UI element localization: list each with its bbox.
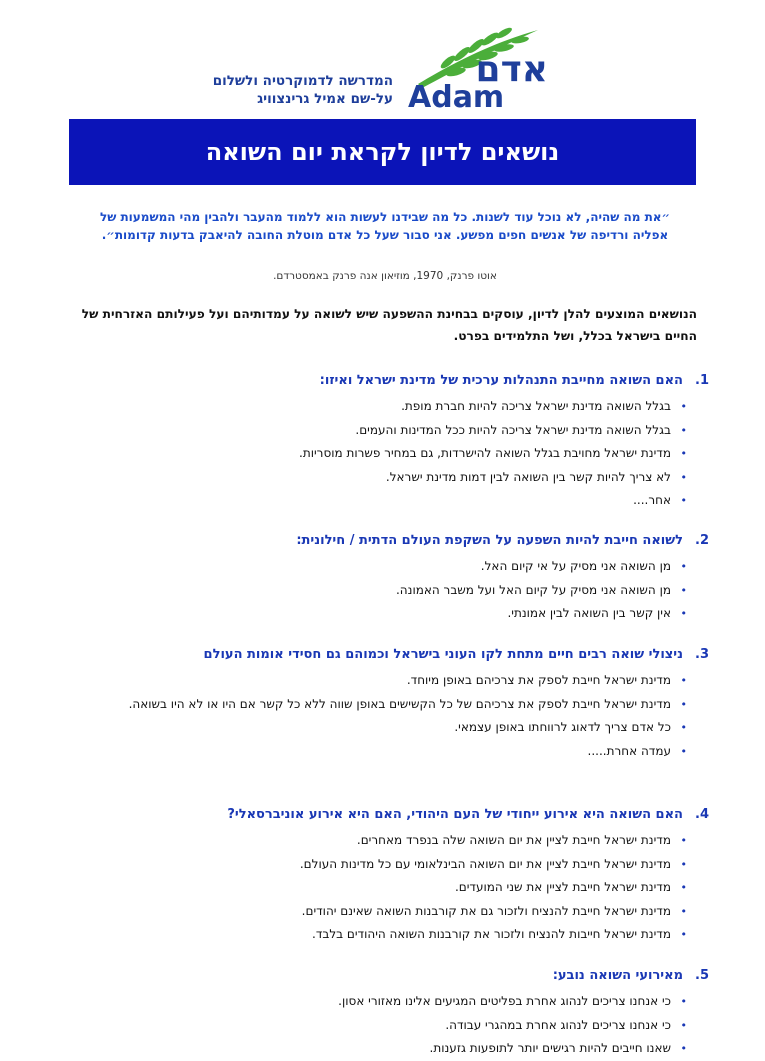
bullet-list [9, 829, 709, 947]
list-item: • אין קשר בין השואה לבין אמונתי. [9, 602, 687, 626]
list-item: • עמדה אחרת..... [9, 740, 687, 764]
section-3 [9, 645, 709, 763]
list-item: • מדינת ישראל חייבות להנציח ולזכור את קורבנות השואה היהודים בלבד. [9, 923, 687, 947]
school-name [213, 72, 393, 108]
list-item: • מדינת ישראל חייבת לציין את יום השואה שלה בנפרד מאחרים. [9, 829, 687, 853]
page-title: נושאים לדיון לקראת יום השואה [69, 119, 696, 185]
section-title: ניצולי שואה רבים חיים מתחת לקו העוני בישראל וכמוהם גם חסידי אומות העולם [203, 647, 683, 662]
section-number: 5. [695, 968, 709, 983]
section-title: האם השואה היא אירוע ייחודי של העם היהודי, האם היא אירוע אוניברסאלי? [227, 807, 683, 822]
list-item: • מדינת ישראל חייבת לציין את יום השואה הבינלאומי עם כל מדינות העולם. [9, 853, 687, 877]
bullet-list [9, 395, 709, 513]
section-heading [9, 531, 709, 551]
list-item: • בגלל השואה מדינת ישראל צריכה להיות ככל המדינות והעמים. [9, 419, 687, 443]
school-name-line-2: על-שם אמיל גרינצוויג [257, 91, 393, 107]
list-item: • מדינת ישראל מחויבת בגלל השואה להישרדות, גם במחיר פשרות מוסריות. [9, 442, 687, 466]
section-number: 1. [695, 373, 709, 388]
adam-logo [408, 26, 558, 118]
list-item: • מדינת ישראל חייבת לספק את צרכיהם באופן מיוחד. [9, 669, 687, 693]
list-item: • שאנו חייבים להיות רגישים יותר לתופעות גזענות. [9, 1037, 687, 1061]
page-header [0, 20, 765, 120]
logo-latin-text: Adam [408, 80, 505, 115]
bullet-list [9, 555, 709, 626]
section-title: האם השואה מחייבת התנהלות ערכית של מדינת ישראל ואיזו: [319, 373, 683, 388]
bullet-list [9, 669, 709, 763]
list-item: • מן השואה אני מסיק על אי קיום האל. [9, 555, 687, 579]
list-item: • לא צריך להיות קשר בין השואה לבין דמות מדינת ישראל. [9, 466, 687, 490]
section-1 [9, 371, 709, 513]
section-heading [9, 371, 709, 391]
list-item: • מדינת ישראל חייבת לציין את שני המועדים. [9, 876, 687, 900]
list-item: • בגלל השואה מדינת ישראל צריכה להיות חברת מופת. [9, 395, 687, 419]
logo-hebrew-text: אדם [475, 49, 548, 90]
list-item: • כל אדם צריך לדאוג לרווחתו באופן עצמאי. [9, 716, 687, 740]
list-item: • מן השואה אני מסיק על קיום האל ועל משבר האמונה. [9, 579, 687, 603]
quote-source: אוטו פרנק, 1970, מוזיאון אנה פרנק באמסטרדם. [273, 270, 497, 282]
section-2 [9, 531, 709, 626]
quote-text: ״את מה שהיה, לא נוכל עוד לשנות. כל מה שבידנו לעשות הוא ללמוד מהעבר ולהבין מהי המשמעות של אפליה ורדיפה של אנשים חפים מפשע. אני סבור שעל כל אדם מוטלת החובה להיאבק בדעות קדומות״. [99, 210, 671, 242]
section-title: לשואה חייבת להיות השפעה על השקפת העולם הדתית / חילונית: [296, 533, 683, 548]
bullet-list [9, 990, 709, 1061]
list-item: • מדינת ישראל חייבת לספק את צרכיהם של כל הקשישים באופן שווה ללא כל קשר אם היו או לא היו בשואה. [9, 693, 687, 717]
intro-paragraph: הנושאים המוצעים להלן לדיון, עוסקים בבחינת ההשפעה שיש לשואה על עמדותיהם ועל פעילותם האזרחית של החיים בישראל בכלל, ושל התלמידים בפרט. [81, 307, 697, 343]
section-5 [9, 966, 709, 1061]
list-item: • אחר.... [9, 489, 687, 513]
section-number: 3. [695, 647, 709, 662]
list-item: • מדינת ישראל חייבת להנציח ולזכור גם את קורבנות השואה שאינם יהודים. [9, 900, 687, 924]
section-4 [9, 805, 709, 947]
list-item: • כי אנחנו צריכים לנהוג אחרת בפליטים המגיעים אלינו מאזורי אסון. [9, 990, 687, 1014]
section-title: מאירועי השואה נובע: [552, 968, 683, 983]
school-name-line-1: המדרשה לדמוקרטיה ולשלום [212, 73, 393, 89]
section-heading [9, 645, 709, 665]
section-heading [9, 805, 709, 825]
section-heading [9, 966, 709, 986]
list-item: • כי אנחנו צריכים לנהוג אחרת במהגרי עבודה. [9, 1014, 687, 1038]
section-number: 2. [695, 533, 709, 548]
section-number: 4. [695, 807, 709, 822]
